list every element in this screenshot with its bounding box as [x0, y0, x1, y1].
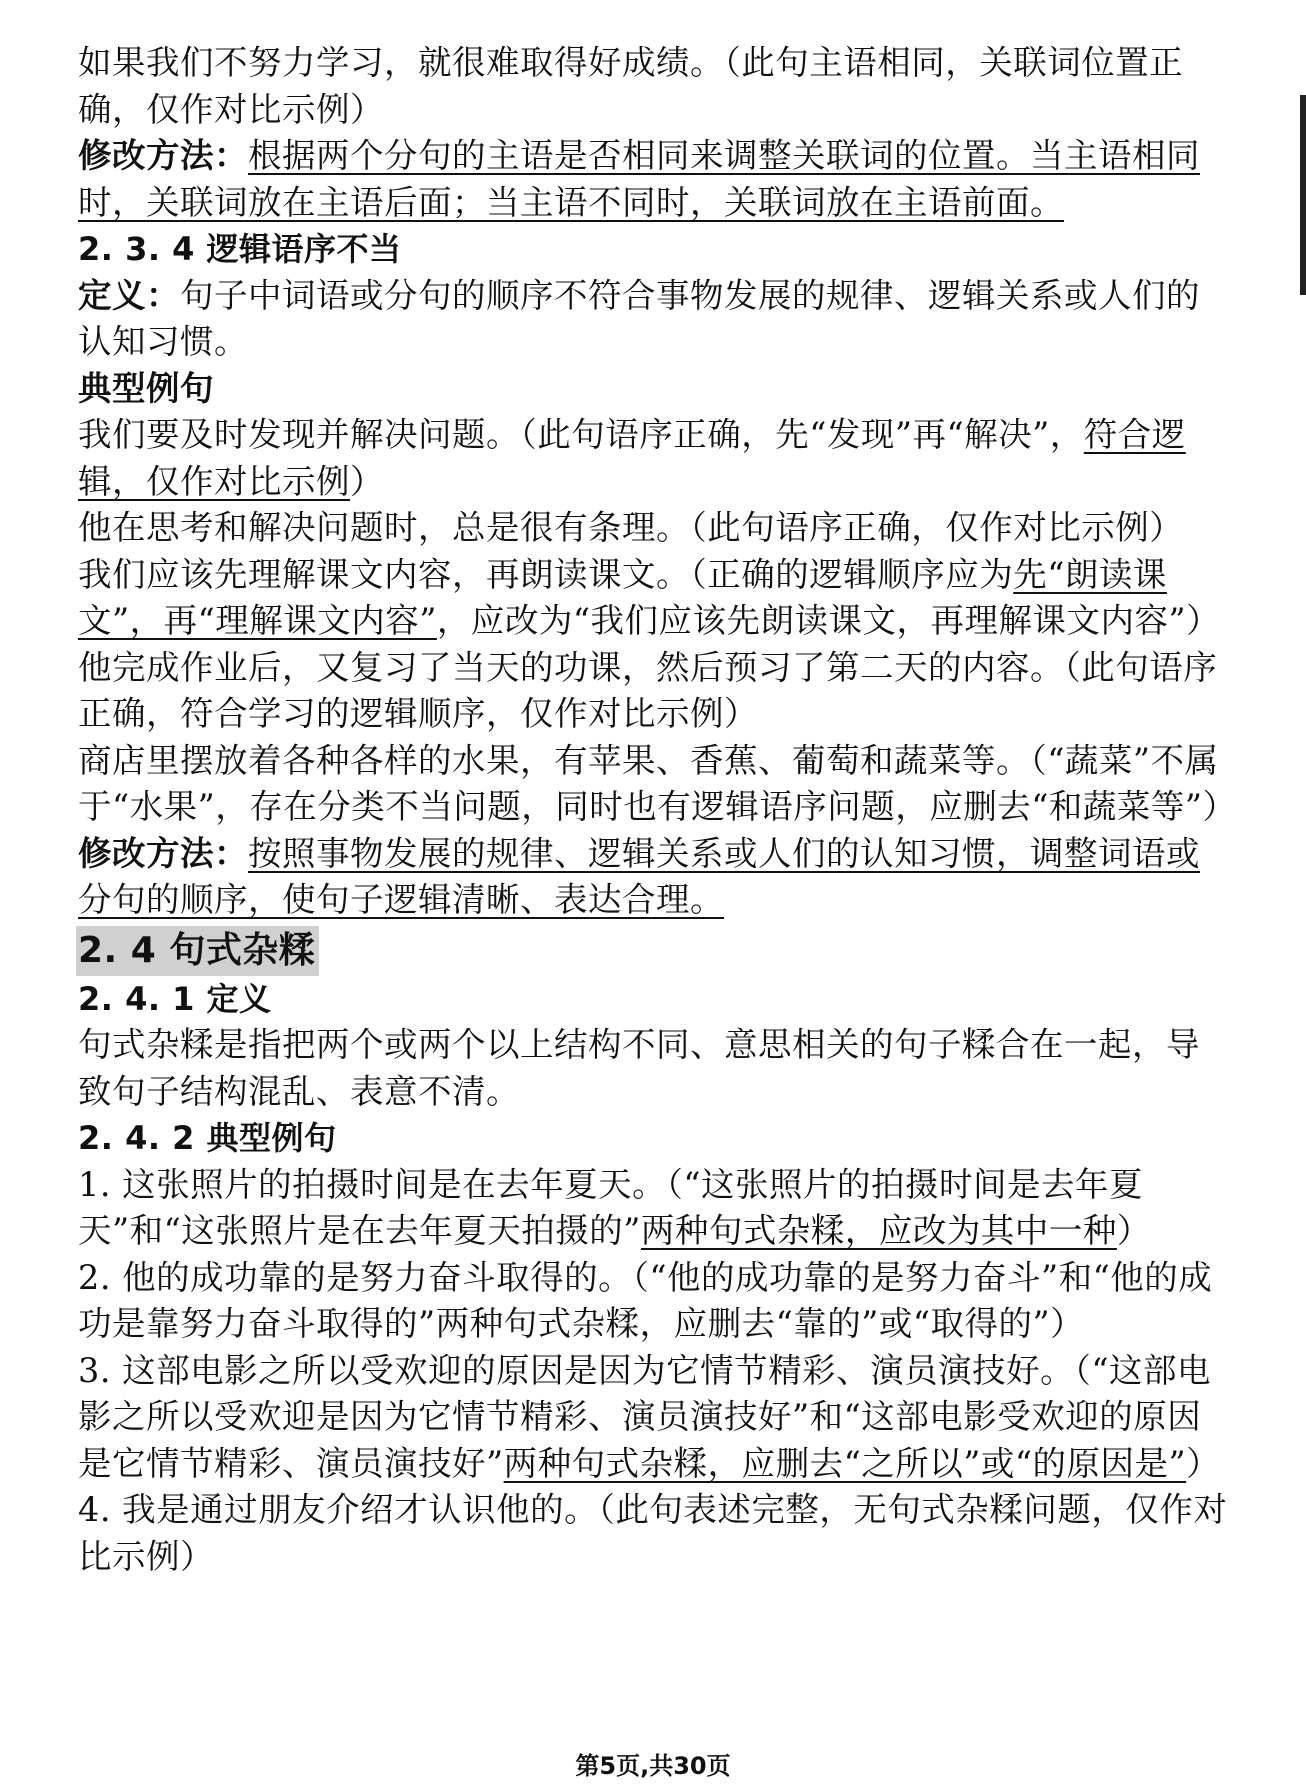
- underlined-text: 根据两个分句的主语是否相同来调整关联词的位置。当主语相同时，关联词放在主语后面；当主语不同时，关联词放在主语前面。: [78, 136, 1200, 222]
- text: 如果我们不努力学习，就很难取得好成绩。（此句主语相同，关联词位置正确，仅作对比示例）: [78, 43, 1184, 129]
- text: 他在思考和解决问题时，总是很有条理。（此句语序正确，仅作对比示例）: [78, 508, 1184, 547]
- page-number: 第5页,共30页: [575, 1752, 731, 1780]
- text: 句式杂糅是指把两个或两个以上结构不同、意思相关的句子糅合在一起，导致句子结构混乱、表意不清。: [78, 1025, 1200, 1111]
- underlined-text: 两种句式杂糅，应删去“之所以”或“的原因是”: [503, 1443, 1187, 1483]
- label: 定义：: [78, 275, 180, 315]
- text: 我们要及时发现并解决问题。（此句语序正确，先“发现”再“解决”，: [78, 415, 1084, 454]
- section-heading-2-3-4: 2. 3. 4 逻辑语序不当: [78, 230, 402, 268]
- heading-wrap: [78, 924, 1228, 976]
- text: ）: [350, 461, 384, 501]
- list-item: [78, 1162, 1228, 1255]
- document-page: [78, 40, 1237, 1580]
- underlined-text: 两种句式杂糅，应改为其中一种: [640, 1211, 1117, 1250]
- text: 句子中词语或分句的顺序不符合事物发展的规律、逻辑关系或人们的认知习惯。: [78, 275, 1200, 361]
- text: ，应改为“我们应该先朗读课文，再理解课文内容”）: [436, 601, 1221, 640]
- paragraph: [78, 645, 1228, 738]
- paragraph: [78, 1022, 1228, 1115]
- section-heading-2-4-1: 2. 4. 1 定义: [78, 979, 272, 1018]
- section-heading-2-4: 2. 4 句式杂糅: [76, 926, 319, 976]
- text: 3. 这部电影之所以受欢迎的原因是因为它情节精彩、演员演技好。（“这部电影之所以受欢迎是因为它情节精彩、演员演技好”和“这部电影受欢迎的原因是它情节精彩、演员演技好”: [78, 1350, 1211, 1483]
- underlined-text: 先“朗读课文”，再“理解课文内容”: [78, 554, 1167, 640]
- list-item: [78, 1487, 1228, 1580]
- text: 1. 这张照片的拍摄时间是在去年夏天。（“这张照片的拍摄时间是去年夏天”和“这张照片是在去年夏天拍摄的”: [78, 1164, 1143, 1250]
- paragraph: [78, 273, 1228, 366]
- underlined-text: 按照事物发展的规律、逻辑关系或人们的认知习惯，调整词语或分句的顺序，使句子逻辑清晰、表达合理。: [78, 833, 1200, 919]
- examples-heading: 典型例句: [78, 368, 214, 408]
- paragraph: [78, 552, 1228, 645]
- label: 修改方法：: [78, 136, 248, 175]
- paragraph: [78, 40, 1228, 133]
- text: 他完成作业后，又复习了当天的功课，然后预习了第二天的内容。（此句语序正确，符合学习的逻辑顺序，仅作对比示例）: [78, 647, 1218, 733]
- paragraph: [78, 831, 1228, 924]
- text: ）: [1186, 1443, 1221, 1483]
- label: 修改方法：: [78, 833, 248, 873]
- underlined-text: 符合逻辑，仅作对比示例: [78, 415, 1186, 501]
- text: ）: [1116, 1211, 1151, 1250]
- list-item: [78, 1348, 1228, 1488]
- paragraph: [78, 133, 1228, 226]
- section-heading-2-4-2: 2. 4. 2 典型例句: [78, 1119, 337, 1157]
- text: 2. 他的成功靠的是努力奋斗取得的。（“他的成功靠的是努力奋斗”和“他的成功是靠努力奋斗取得的”两种句式杂糅，应删去“靠的”或“取得的”）: [78, 1257, 1213, 1343]
- list-item: [78, 1255, 1228, 1348]
- paragraph: [78, 412, 1228, 505]
- scrollbar[interactable]: [1300, 95, 1306, 295]
- text: 4. 我是通过朋友介绍才认识他的。（此句表述完整，无句式杂糅问题，仅作对比示例）: [78, 1490, 1228, 1576]
- text: 我们应该先理解课文内容，再朗读课文。（正确的逻辑顺序应为: [78, 554, 1014, 594]
- text: 商店里摆放着各种各样的水果，有苹果、香蕉、葡萄和蔬菜等。（“蔬菜”不属于“水果”，存在分类不当问题，同时也有逻辑语序问题，应删去“和蔬菜等”）: [78, 740, 1237, 826]
- paragraph: [78, 505, 1228, 552]
- paragraph: [78, 738, 1237, 831]
